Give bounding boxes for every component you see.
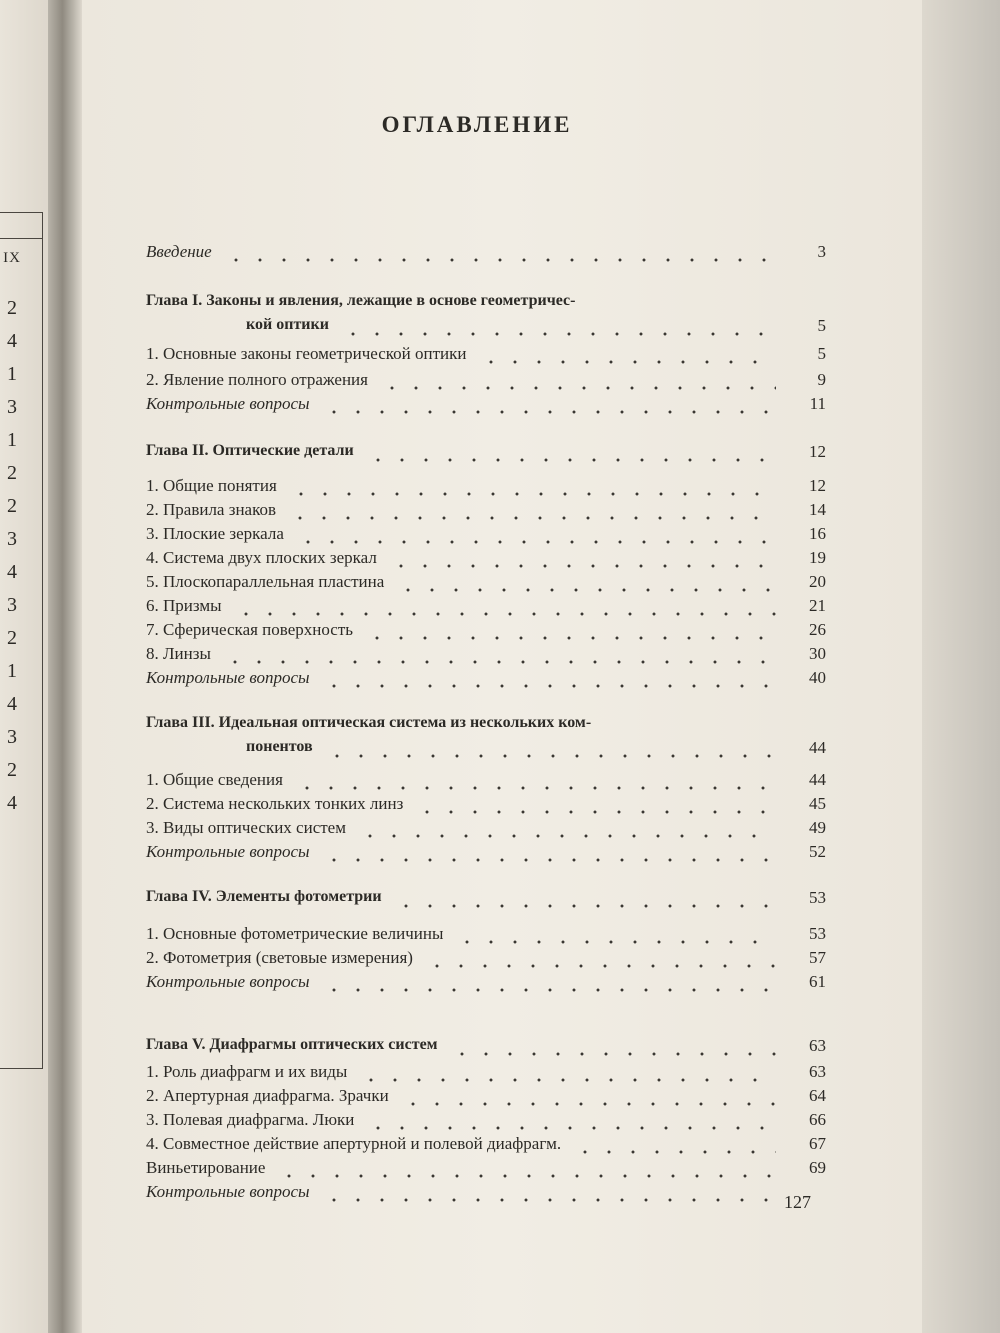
toc-entry-page: 26: [809, 620, 826, 639]
left-column: [0, 246, 24, 820]
toc-chapter-continuation: кой оптики: [246, 316, 329, 333]
toc-entry-title: Контрольные вопросы: [146, 972, 310, 991]
toc-entry-page: 63: [809, 1062, 826, 1081]
toc-entry: [146, 644, 826, 668]
dot-leader: [288, 516, 776, 520]
toc-entry-page: 12: [809, 442, 826, 461]
left-number: 2: [7, 495, 17, 517]
toc-entry-page: 61: [809, 972, 826, 991]
toc-review-questions: [146, 972, 826, 996]
dot-leader: [289, 492, 776, 496]
toc-entry-title: 2. Правила знаков: [146, 500, 277, 519]
dot-leader: [322, 988, 776, 992]
toc-entry-page: 53: [809, 924, 826, 943]
toc-entry-title: 3. Плоские зеркала: [146, 524, 284, 543]
toc-entry-page: 20: [809, 572, 826, 591]
toc-entry-title: Глава I. Законы и явления, лежащие в основе геометричес-: [146, 292, 576, 309]
dot-leader: [223, 660, 776, 664]
toc-review-questions: [146, 1182, 826, 1206]
toc-entry-page: 67: [809, 1134, 826, 1153]
table-of-contents: [146, 0, 846, 1333]
toc-entry-title: Глава IV. Элементы фотометрии: [146, 888, 382, 905]
toc-entry-page: 21: [809, 596, 826, 615]
left-page: [0, 0, 50, 1333]
left-number: 4: [7, 693, 17, 715]
left-number: 2: [7, 759, 17, 781]
toc-entry: [146, 242, 826, 266]
toc-entry-title: 6. Призмы: [146, 596, 222, 615]
dot-leader: [366, 458, 776, 462]
toc-entry-title: 1. Основные фотометрические величины: [146, 924, 444, 943]
toc-entry-title: Контрольные вопросы: [146, 668, 310, 687]
toc-entry-title: Контрольные вопросы: [146, 1182, 310, 1201]
dot-leader: [322, 410, 776, 414]
toc-entry-title: 7. Сферическая поверхность: [146, 620, 353, 639]
toc-entry: [146, 548, 826, 572]
left-number: 2: [7, 627, 17, 649]
dot-leader: [322, 684, 776, 688]
dot-leader: [341, 332, 776, 336]
toc-entry-title: 4. Система двух плоских зеркал: [146, 548, 377, 567]
toc-entry-title: 4. Совместное действие апертурной и полевой диафрагм.: [146, 1134, 562, 1153]
table-surface: [922, 0, 1000, 1333]
toc-entry-page: 5: [817, 316, 826, 335]
toc-entry: [146, 500, 826, 524]
toc-entry-title: 8. Линзы: [146, 644, 211, 663]
toc-entry-page: 3: [817, 242, 826, 261]
toc-entry: [146, 1110, 826, 1134]
toc-entry-title: Глава II. Оптические детали: [146, 442, 354, 459]
toc-entry-title: 1. Основные законы геометрической оптики: [146, 344, 467, 363]
toc-entry: [146, 344, 826, 368]
dot-leader: [455, 940, 776, 944]
dot-leader: [479, 360, 776, 364]
left-number: 3: [7, 594, 17, 616]
dot-leader: [325, 754, 776, 758]
left-number: 2: [7, 297, 17, 319]
toc-entry-title: Введение: [146, 242, 212, 261]
left-number: 4: [7, 561, 17, 583]
toc-entry-page: 44: [809, 738, 826, 757]
toc-entry-page: 40: [809, 668, 826, 687]
toc-entry-title: Контрольные вопросы: [146, 394, 310, 413]
toc-entry-page: 69: [809, 1158, 826, 1177]
dot-leader: [322, 1198, 776, 1202]
toc-entry-title: 5. Плоскопараллельная пластина: [146, 572, 385, 591]
toc-entry-title: 1. Роль диафрагм и их виды: [146, 1062, 348, 1081]
dot-leader: [234, 612, 776, 616]
toc-entry-page: 45: [809, 794, 826, 813]
dot-leader: [322, 858, 776, 862]
left-number: 4: [7, 792, 17, 814]
toc-entry-title: 2. Явление полного отражения: [146, 370, 368, 389]
toc-review-questions: [146, 668, 826, 692]
toc-entry: [146, 948, 826, 972]
toc-entry: [146, 1134, 826, 1158]
dot-leader: [396, 588, 776, 592]
toc-entry-title: Контрольные вопросы: [146, 842, 310, 861]
toc-entry-title: Глава V. Диафрагмы оптических систем: [146, 1036, 438, 1053]
toc-entry: [146, 1158, 826, 1182]
toc-entry-title: 2. Система нескольких тонких линз: [146, 794, 404, 813]
toc-entry-title: 3. Виды оптических систем: [146, 818, 346, 837]
toc-entry-page: 52: [809, 842, 826, 861]
toc-entry-page: 57: [809, 948, 826, 967]
toc-entry-page: 16: [809, 524, 826, 543]
toc-entry: [146, 818, 826, 842]
toc-chapter-continuation: понентов: [246, 738, 313, 755]
dot-leader: [394, 904, 776, 908]
dot-leader: [425, 964, 776, 968]
toc-entry: [146, 476, 826, 500]
left-column-header: IX: [3, 250, 21, 266]
book-gutter: [48, 0, 84, 1333]
toc-entry-page: 5: [817, 344, 826, 363]
toc-entry: [146, 370, 826, 394]
toc-entry-page: 19: [809, 548, 826, 567]
left-number: 4: [7, 330, 17, 352]
left-number: 1: [7, 429, 17, 451]
toc-entry: [146, 620, 826, 644]
dot-leader: [401, 1102, 776, 1106]
toc-entry: [146, 572, 826, 596]
dot-leader: [415, 810, 776, 814]
left-table-header-rule: [0, 238, 42, 239]
toc-chapter: [146, 714, 826, 757]
toc-entry-page: 63: [809, 1036, 826, 1055]
toc-entry-title: 3. Полевая диафрагма. Люки: [146, 1110, 355, 1129]
left-number: 1: [7, 363, 17, 385]
toc-entry: [146, 1086, 826, 1110]
toc-review-questions: [146, 394, 826, 418]
page-number: 127: [784, 1192, 811, 1212]
toc-entry-page: 64: [809, 1086, 826, 1105]
toc-entry-page: 9: [817, 370, 826, 389]
dot-leader: [296, 540, 776, 544]
left-number: 1: [7, 660, 17, 682]
left-number: 3: [7, 528, 17, 550]
toc-entry: [146, 924, 826, 948]
toc-entry-page: 53: [809, 888, 826, 907]
toc-entry-page: 14: [809, 500, 826, 519]
right-page: [82, 0, 922, 1333]
dot-leader: [450, 1052, 776, 1056]
page-title: ОГЛАВЛЕНИЕ: [381, 112, 573, 137]
toc-entry-page: 66: [809, 1110, 826, 1129]
toc-chapter: [146, 888, 826, 912]
dot-leader: [389, 564, 776, 568]
toc-entry-page: 11: [809, 394, 826, 413]
toc-entry-title: 2. Апертурная диафрагма. Зрачки: [146, 1086, 389, 1105]
toc-entry: [146, 1062, 826, 1086]
toc-entry-page: 30: [809, 644, 826, 663]
dot-leader: [365, 636, 776, 640]
dot-leader: [573, 1150, 776, 1154]
left-number: 3: [7, 726, 17, 748]
dot-leader: [358, 834, 776, 838]
dot-leader: [366, 1126, 776, 1130]
dot-leader: [359, 1078, 776, 1082]
toc-entry: [146, 596, 826, 620]
toc-review-questions: [146, 842, 826, 866]
dot-leader: [295, 786, 776, 790]
toc-entry-title: 2. Фотометрия (световые измерения): [146, 948, 413, 967]
toc-entry-title: 1. Общие сведения: [146, 770, 283, 789]
toc-entry: [146, 794, 826, 818]
left-number: 3: [7, 396, 17, 418]
toc-entry-page: 49: [809, 818, 826, 837]
toc-entry: [146, 524, 826, 548]
toc-chapter: [146, 292, 826, 335]
toc-entry-title: Виньетирование: [146, 1158, 266, 1177]
dot-leader: [224, 258, 776, 262]
toc-entry-page: 12: [809, 476, 826, 495]
dot-leader: [277, 1174, 776, 1178]
toc-entry-title: 1. Общие понятия: [146, 476, 277, 495]
dot-leader: [380, 386, 776, 390]
toc-chapter: [146, 1036, 826, 1060]
toc-entry-page: 44: [809, 770, 826, 789]
toc-entry-title: Глава III. Идеальная оптическая система из нескольких ком-: [146, 714, 592, 731]
toc-entry: [146, 770, 826, 794]
left-number: 2: [7, 462, 17, 484]
toc-chapter: [146, 442, 826, 466]
